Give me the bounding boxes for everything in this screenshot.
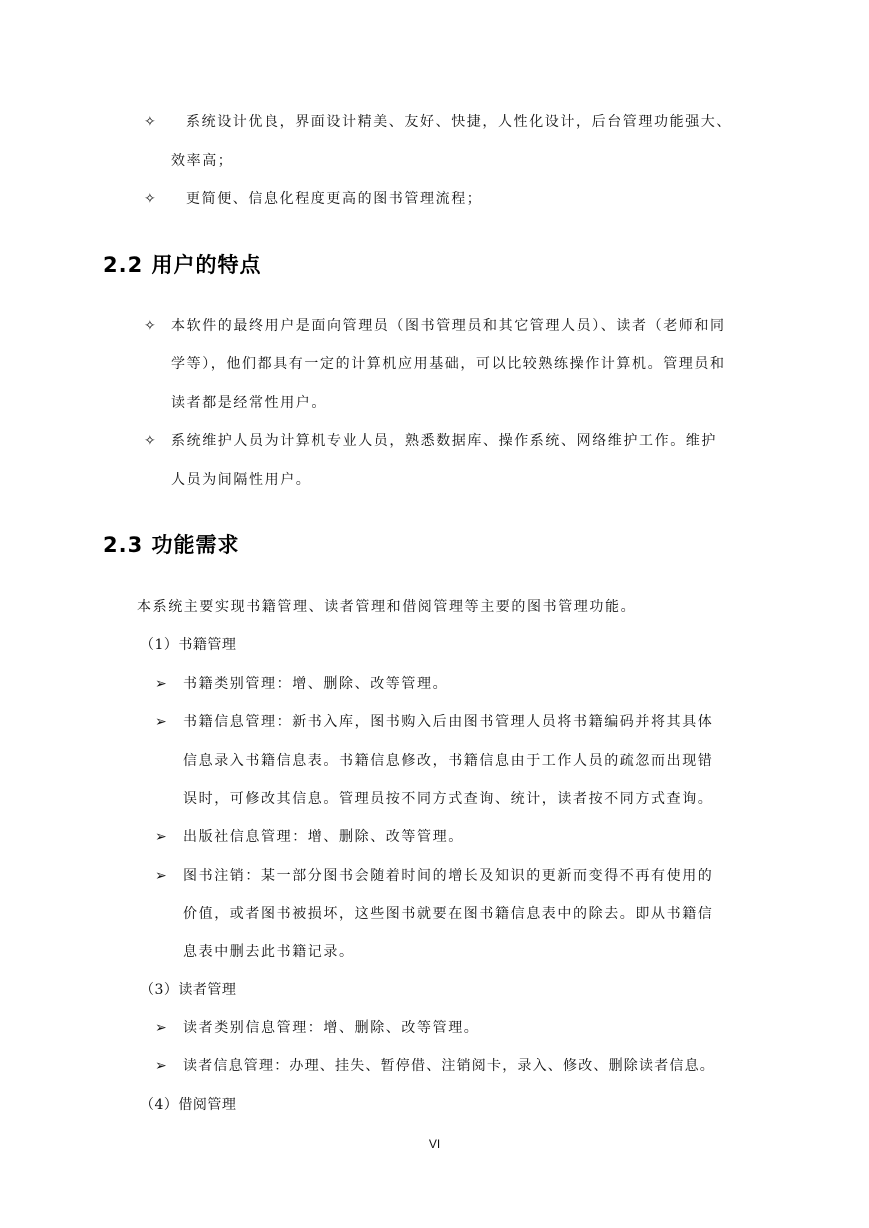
section-heading: 2.3 功能需求 [103, 533, 240, 557]
list-item: 信息录入书籍信息表。书籍信息修改，书籍信息由于工作人员的疏忽而出现错 [183, 753, 714, 769]
bullet-text: 系统维护人员为计算机专业人员，熟悉数据库、操作系统、网络维护工作。维护 [171, 433, 717, 449]
paragraph: 本系统主要实现书籍管理、读者管理和借阅管理等主要的图书管理功能。 [137, 599, 637, 615]
arrow-bullet-icon: ➢ [155, 829, 167, 845]
list-item: 图书注销：某一部分图书会随着时间的增长及知识的更新而变得不再有使用的 [183, 868, 714, 884]
arrow-bullet-icon: ➢ [155, 868, 167, 884]
arrow-bullet-icon: ➢ [155, 1020, 167, 1036]
page-number: VI [428, 1137, 441, 1151]
arrow-bullet-icon: ➢ [155, 714, 167, 730]
subsection-title: （4）借阅管理 [140, 1097, 237, 1113]
bullet-text: 更简便、信息化程度更高的图书管理流程； [186, 191, 483, 207]
diamond-bullet-icon: ✧ [144, 114, 156, 130]
list-item: 书籍类别管理：增、删除、改等管理。 [183, 676, 449, 692]
bullet-text: 人员为间隔性用户。 [171, 472, 312, 488]
list-item: 书籍信息管理：新书入库，图书购入后由图书管理人员将书籍编码并将其具体 [183, 714, 714, 730]
bullet-text: 学等），他们都具有一定的计算机应用基础，可以比较熟练操作计算机。管理员和 [171, 356, 726, 372]
bullet-text: 本软件的最终用户是面向管理员（图书管理员和其它管理人员）、读者（老师和同 [171, 318, 726, 334]
arrow-bullet-icon: ➢ [155, 1058, 167, 1074]
subsection-title: （3）读者管理 [140, 982, 237, 998]
bullet-text: 效率高； [171, 153, 234, 169]
bullet-text: 读者都是经常性用户。 [171, 395, 327, 411]
subsection-title: （1）书籍管理 [140, 637, 237, 653]
arrow-bullet-icon: ➢ [155, 676, 167, 692]
list-item: 价值，或者图书被损坏，这些图书就要在图书籍信息表中的除去。即从书籍信 [183, 906, 714, 922]
diamond-bullet-icon: ✧ [144, 433, 156, 449]
section-heading: 2.2 用户的特点 [103, 253, 262, 277]
bullet-text: 系统设计优良，界面设计精美、友好、快捷，人性化设计，后台管理功能强大、 [186, 114, 732, 130]
diamond-bullet-icon: ✧ [144, 318, 156, 334]
list-item: 读者类别信息管理：增、删除、改等管理。 [183, 1020, 480, 1036]
list-item: 误时，可修改其信息。管理员按不同方式查询、统计，读者按不同方式查询。 [183, 791, 714, 807]
list-item: 出版社信息管理：增、删除、改等管理。 [183, 829, 464, 845]
list-item: 息表中删去此书籍记录。 [183, 944, 355, 960]
diamond-bullet-icon: ✧ [144, 191, 156, 207]
list-item: 读者信息管理：办理、挂失、暂停借、注销阅卡，录入、修改、删除读者信息。 [183, 1058, 715, 1074]
